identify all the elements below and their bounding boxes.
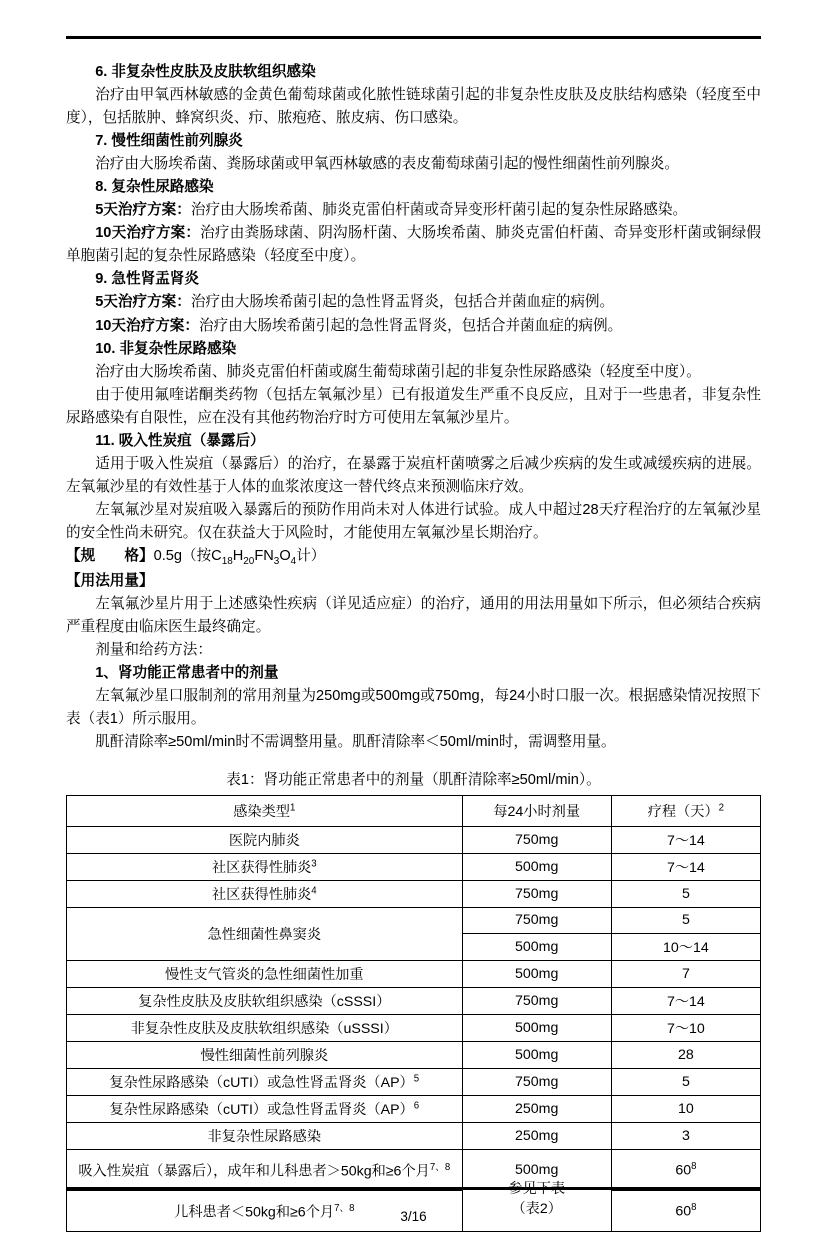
row-4-dose: 500mg bbox=[462, 933, 611, 960]
row-9-type-sup: 5 bbox=[413, 1073, 420, 1085]
row-2-course: 5 bbox=[611, 880, 760, 907]
table-row bbox=[67, 1068, 761, 1095]
section-9-item-1-text: 治疗由大肠埃希菌引起的急性肾盂肾炎，包括合并菌血症的病例。 bbox=[190, 294, 615, 311]
section-heading-8: 8. 复杂性尿路感染 bbox=[95, 179, 214, 196]
usage-dosing-line: 剂量和给药方法： bbox=[95, 641, 212, 658]
table-row bbox=[67, 987, 761, 1014]
row-9-course: 5 bbox=[611, 1068, 760, 1095]
section-9-item-2-text: 治疗由大肠埃希菌引起的急性肾盂肾炎，包括合并菌血症的病例。 bbox=[198, 317, 623, 334]
anthrax-row-1-course-text: 60 bbox=[675, 1162, 692, 1179]
row-10-type bbox=[67, 1095, 463, 1122]
row-11-course: 3 bbox=[611, 1122, 760, 1149]
row-5-dose: 500mg bbox=[462, 960, 611, 987]
column-header-infection-type bbox=[67, 795, 463, 826]
row-8-dose: 500mg bbox=[462, 1041, 611, 1068]
page-footer bbox=[0, 1209, 827, 1224]
row-6-type: 复杂性皮肤及皮肤软组织感染（cSSSI） bbox=[67, 987, 463, 1014]
section-8-item-2-text: 治疗由粪肠球菌、阴沟肠杆菌、大肠埃希菌、肺炎克雷伯杆菌、奇异变形杆菌或铜绿假单胞菌引起的复杂性尿路感染（轻度至中度）。 bbox=[66, 225, 761, 265]
row-5-course: 7 bbox=[611, 960, 760, 987]
row-5-type: 慢性支气管炎的急性细菌性加重 bbox=[67, 960, 463, 987]
bottom-divider bbox=[66, 1187, 761, 1190]
dose-table bbox=[66, 795, 761, 1232]
table-header-row bbox=[67, 795, 761, 826]
row-1-type-sup: 3 bbox=[311, 858, 317, 870]
section-9-item-2 bbox=[66, 315, 761, 338]
row-3-type: 急性细菌性鼻窦炎 bbox=[67, 907, 463, 960]
section-8-item-2-label: 10天治疗方案： bbox=[95, 225, 201, 242]
row-9-dose: 750mg bbox=[462, 1068, 611, 1095]
section-10-paragraph-2: 由于使用氟喹诺酮类药物（包括左氧氟沙星）已有报道发生严重不良反应，且对于一些患者，非复杂性尿路感染有自限性，应在没有其他药物治疗时方可使用左氧氟沙星片。 bbox=[66, 386, 761, 426]
section-8-item-1 bbox=[66, 199, 761, 222]
page-number: 3/16 bbox=[400, 1209, 427, 1224]
top-divider bbox=[66, 36, 761, 39]
row-1-dose: 500mg bbox=[462, 853, 611, 880]
specification-o: O bbox=[279, 547, 291, 564]
row-11-dose: 250mg bbox=[462, 1122, 611, 1149]
specification-sub-3: 3 bbox=[273, 555, 280, 567]
row-8-type: 慢性细菌性前列腺炎 bbox=[67, 1041, 463, 1068]
section-9-item-1 bbox=[66, 291, 761, 314]
section-10-paragraph-1: 治疗由大肠埃希菌、肺炎克雷伯杆菌或腐生葡萄球菌引起的非复杂性尿路感染（轻度至中度）。 bbox=[95, 363, 701, 380]
table-row bbox=[67, 1014, 761, 1041]
column-header-course-sup: 2 bbox=[718, 802, 725, 814]
section-heading-10: 10. 非复杂性尿路感染 bbox=[95, 340, 237, 357]
specification-h: H bbox=[232, 547, 244, 564]
specification-line bbox=[66, 545, 761, 570]
row-10-dose: 250mg bbox=[462, 1095, 611, 1122]
row-9-type-text: 复杂性尿路感染（cUTI）或急性肾盂肾炎（AP） bbox=[109, 1074, 414, 1091]
row-3-dose: 750mg bbox=[462, 907, 611, 933]
section-heading-7: 7. 慢性细菌性前列腺炎 bbox=[95, 133, 243, 150]
row-11-type: 非复杂性尿路感染 bbox=[67, 1122, 463, 1149]
column-header-dose: 每24小时剂量 bbox=[462, 795, 611, 826]
section-8-item-1-text: 治疗由大肠埃希菌、肺炎克雷伯杆菌或奇异变形杆菌引起的复杂性尿路感染。 bbox=[190, 202, 688, 219]
table-caption: 表1：肾功能正常患者中的剂量（肌酐清除率≥50ml/min）。 bbox=[226, 771, 601, 788]
table-row bbox=[67, 826, 761, 853]
section-11-paragraph-2: 左氧氟沙星对炭疽吸入暴露后的预防作用尚未对人体进行试验。成人中超过28天疗程治疗的左氧氟沙星的安全性尚未研究。仅在获益大于风险时，才能使用左氧氟沙星长期治疗。 bbox=[66, 501, 761, 541]
specification-sub-2: 20 bbox=[243, 555, 255, 567]
section-7-paragraph-1: 治疗由大肠埃希菌、粪肠球菌或甲氧西林敏感的表皮葡萄球菌引起的慢性细菌性前列腺炎。 bbox=[95, 156, 679, 173]
row-9-type bbox=[67, 1068, 463, 1095]
anthrax-row-1-course bbox=[611, 1149, 760, 1190]
anthrax-row-2-course-text: 60 bbox=[675, 1203, 692, 1220]
specification-tail: 计） bbox=[296, 547, 326, 564]
section-8-item-1-label: 5天治疗方案： bbox=[95, 202, 191, 219]
row-1-type bbox=[67, 853, 463, 880]
column-header-infection-type-text: 感染类型 bbox=[233, 803, 290, 820]
table-row bbox=[67, 1095, 761, 1122]
row-10-type-sup: 6 bbox=[413, 1100, 420, 1112]
section-heading-9: 9. 急性肾盂肾炎 bbox=[95, 271, 199, 288]
row-2-dose: 750mg bbox=[462, 880, 611, 907]
row-2-type bbox=[67, 880, 463, 907]
anthrax-row-1-type-text: 吸入性炭疽（暴露后），成年和儿科患者＞50kg和≥6个月 bbox=[78, 1163, 430, 1180]
specification-sub-4: 4 bbox=[290, 555, 297, 567]
usage-intro: 左氧氟沙星片用于上述感染性疾病（详见适应症）的治疗，通用的用法用量如下所示，但必须结合疾病严重程度由临床医生最终确定。 bbox=[66, 595, 761, 635]
table-row bbox=[67, 907, 761, 933]
section-6-paragraph-1: 治疗由甲氧西林敏感的金黄色葡萄球菌或化脓性链球菌引起的非复杂性皮肤及皮肤结构感染（轻度至中度），包括脓肿、蜂窝织炎、疖、脓疱疮、脓皮病、伤口感染。 bbox=[66, 87, 761, 127]
row-7-course: 7～10 bbox=[611, 1014, 760, 1041]
row-0-course: 7～14 bbox=[611, 826, 760, 853]
section-11-paragraph-1: 适用于吸入性炭疽（暴露后）的治疗，在暴露于炭疽杆菌喷雾之后减少疾病的发生或减缓疾病的进展。左氧氟沙星的有效性基于人体的血浆浓度这一替代终点来预测临床疗效。 bbox=[66, 455, 761, 495]
row-2-type-text: 社区获得性肺炎 bbox=[211, 886, 312, 903]
column-header-course-text: 疗程（天） bbox=[647, 803, 719, 820]
row-0-type: 医院内肺炎 bbox=[67, 826, 463, 853]
specification-value: 0.5g（按C bbox=[153, 547, 222, 564]
specification-sub-1: 18 bbox=[221, 555, 233, 567]
dose-table-head bbox=[67, 795, 761, 826]
column-header-infection-type-sup: 1 bbox=[289, 802, 296, 814]
specification-label: 【规 格】 bbox=[66, 547, 154, 564]
row-6-course: 7～14 bbox=[611, 987, 760, 1014]
anthrax-row-2-type-text: 儿科患者＜50kg和≥6个月 bbox=[174, 1204, 335, 1221]
usage-subtitle-normal-renal: 1、肾功能正常患者中的剂量 bbox=[95, 664, 279, 681]
anthrax-row-1-type bbox=[67, 1149, 463, 1190]
table-row bbox=[67, 1149, 761, 1190]
anthrax-dose-line-1: 500mg bbox=[514, 1162, 559, 1179]
row-1-course: 7～14 bbox=[611, 853, 760, 880]
section-heading-6: 6. 非复杂性皮肤及皮肤软组织感染 bbox=[95, 64, 316, 80]
specification-fn: FN bbox=[254, 547, 274, 564]
usage-paragraph-2: 肌酐清除率≥50ml/min时不需调整用量。肌酐清除率＜50ml/min时，需调整用量。 bbox=[95, 733, 616, 750]
table-row bbox=[67, 1041, 761, 1068]
section-heading-11: 11. 吸入性炭疽（暴露后） bbox=[95, 432, 265, 449]
table-row bbox=[67, 880, 761, 907]
row-7-type: 非复杂性皮肤及皮肤软组织感染（uSSSI） bbox=[67, 1014, 463, 1041]
table-row bbox=[67, 853, 761, 880]
row-6-dose: 750mg bbox=[462, 987, 611, 1014]
row-10-course: 10 bbox=[611, 1095, 760, 1122]
row-7-dose: 500mg bbox=[462, 1014, 611, 1041]
anthrax-row-1-type-sup: 7、8 bbox=[429, 1162, 451, 1174]
dose-table-body bbox=[67, 826, 761, 1231]
anthrax-dose-line-2: 参见下表 bbox=[508, 1181, 566, 1198]
column-header-course bbox=[611, 795, 760, 826]
document-body bbox=[66, 61, 761, 754]
row-3-course: 5 bbox=[611, 907, 760, 933]
row-0-dose: 750mg bbox=[462, 826, 611, 853]
row-8-course: 28 bbox=[611, 1041, 760, 1068]
section-9-item-2-label: 10天治疗方案： bbox=[95, 317, 199, 334]
table-row bbox=[67, 1122, 761, 1149]
row-2-type-sup: 4 bbox=[311, 885, 317, 897]
row-1-type-text: 社区获得性肺炎 bbox=[211, 859, 312, 876]
row-10-type-text: 复杂性尿路感染（cUTI）或急性肾盂肾炎（AP） bbox=[109, 1101, 414, 1118]
anthrax-row-1-course-sup: 8 bbox=[691, 1161, 697, 1173]
usage-paragraph-1: 左氧氟沙星口服制剂的常用剂量为250mg或500mg或750mg，每24小时口服一次。根据感染情况按照下表（表1）所示服用。 bbox=[66, 687, 761, 727]
section-8-item-2 bbox=[66, 222, 761, 268]
anthrax-row-2-type-sup: 7、8 bbox=[334, 1203, 355, 1215]
table-row bbox=[67, 960, 761, 987]
anthrax-dose-line-3: （表2） bbox=[511, 1201, 562, 1218]
anthrax-row-2-course-sup: 8 bbox=[691, 1202, 697, 1214]
usage-section-title: 【用法用量】 bbox=[66, 572, 154, 589]
row-4-course: 10～14 bbox=[611, 933, 760, 960]
section-9-item-1-label: 5天治疗方案： bbox=[95, 294, 191, 311]
